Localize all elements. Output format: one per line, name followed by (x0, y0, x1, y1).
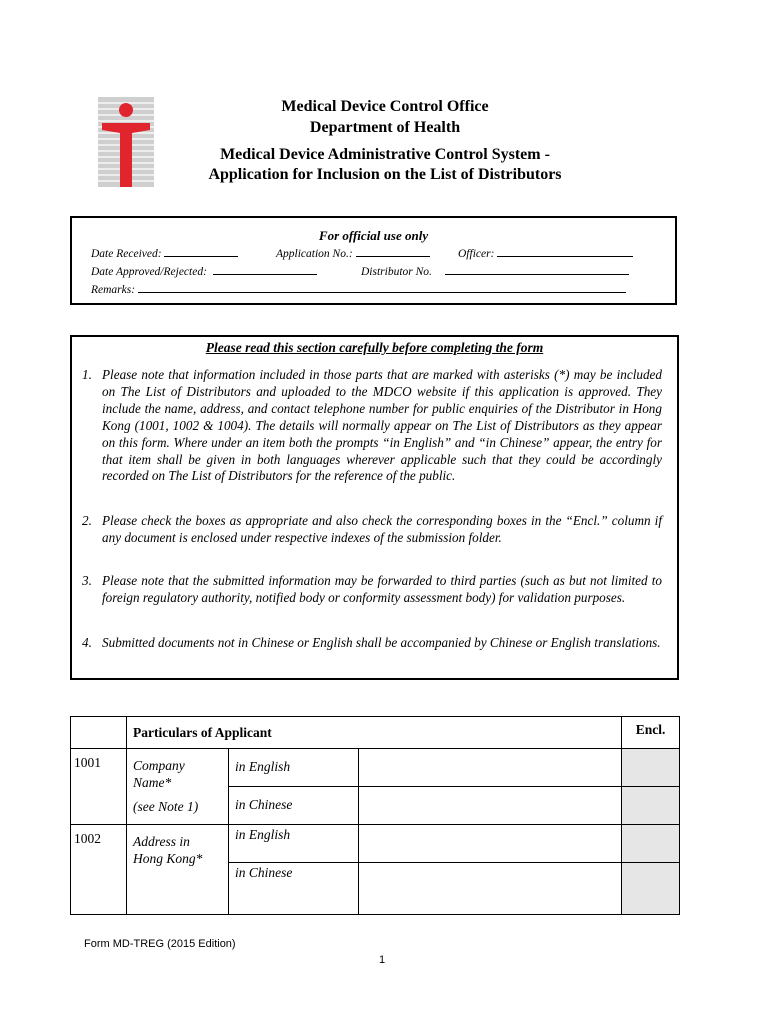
date-approved-field (213, 265, 317, 275)
distributor-no-field (445, 265, 629, 275)
address-label: Address in Hong Kong* (127, 825, 229, 915)
page-number: 1 (379, 954, 386, 966)
particulars-table (70, 716, 680, 915)
address-english-label: in English (229, 825, 359, 863)
date-received-label: Date Received: (91, 248, 162, 260)
company-name-english-encl-checkbox[interactable] (622, 749, 680, 787)
note-item: 2. Please check the boxes as appropriate and also check the corresponding boxes in the “Encl.” column if any document is enclosed under respective indexes of the submission folder. (82, 513, 662, 545)
instructions-title: Please read this section carefully before completing the form (205, 340, 544, 355)
date-approved-label: Date Approved/Rejected: (91, 266, 207, 278)
remarks-label: Remarks: (91, 284, 136, 296)
item-code-1001: 1001 (71, 749, 127, 825)
company-name-english-label: in English (229, 749, 359, 787)
address-chinese-input[interactable] (359, 863, 622, 915)
address-english-encl-checkbox[interactable] (622, 825, 680, 863)
officer-field (497, 247, 633, 257)
note-item: 1. Please note that information included in those parts that are marked with asterisks (*) may be included on The List of Distributors and uploaded to the MDCO website if this application is approved. They include the name, address, and contact telephone number for public enquiries of the Distributor in Hong Kong (1001, 1002 & 1004). The details will normally appear on The List of Distributors as they appear on this form. Where under an item both the prompts “in English” and “in Chinese” appear, the entry for that item shall be given in both languages wherever applicable such that they could be accordingly recorded on The List of Distributors for the reference of the public. (82, 367, 662, 484)
official-use-box (70, 216, 677, 305)
note-item: 3. Please note that the submitted information may be forwarded to third parties (such as but not limited to foreign regulatory authority, notified body or conformity assessment body) for validation purposes. (82, 573, 662, 605)
distributor-no-label: Distributor No. (361, 266, 432, 278)
company-name-chinese-input[interactable] (359, 787, 622, 825)
date-received-field (164, 247, 238, 257)
company-name-chinese-label: in Chinese (229, 787, 359, 825)
address-chinese-label: in Chinese (229, 863, 359, 915)
company-name-chinese-encl-checkbox[interactable] (622, 787, 680, 825)
application-title: Application for Inclusion on the List of Distributors (208, 166, 562, 183)
form-edition-footer: Form MD-TREG (2015 Edition) (84, 938, 236, 950)
remarks-field (138, 283, 626, 293)
address-chinese-encl-checkbox[interactable] (622, 863, 680, 915)
address-english-input[interactable] (359, 825, 622, 863)
particulars-heading: Particulars of Applicant (127, 717, 622, 749)
item-code-1002: 1002 (71, 825, 127, 915)
header-blank-cell (71, 717, 127, 749)
department-title: Department of Health (309, 119, 461, 136)
application-no-field (356, 247, 430, 257)
note-item: 4. Submitted documents not in Chinese or English shall be accompanied by Chinese or English translations. (82, 635, 661, 650)
department-of-health-logo (98, 97, 154, 187)
officer-label: Officer: (458, 248, 495, 260)
office-title: Medical Device Control Office (281, 98, 489, 115)
instructions-box (70, 335, 679, 680)
encl-header: Encl. (622, 717, 680, 749)
application-no-label: Application No.: (276, 248, 353, 260)
company-name-english-input[interactable] (359, 749, 622, 787)
system-title: Medical Device Administrative Control System - (220, 146, 550, 163)
company-name-label: Company Name* (see Note 1) (127, 749, 229, 825)
official-use-title: For official use only (318, 228, 429, 243)
